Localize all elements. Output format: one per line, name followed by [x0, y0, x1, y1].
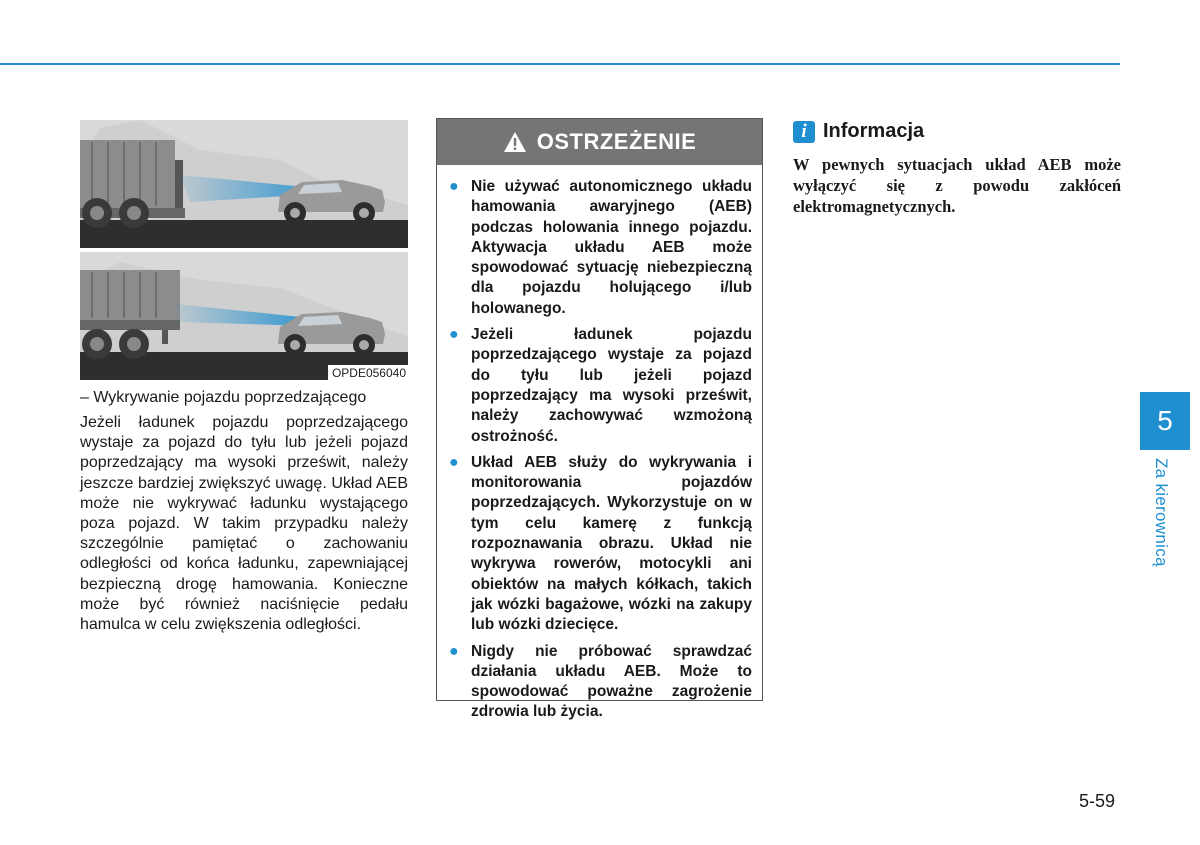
illustration-truck-high-clearance	[80, 252, 408, 380]
warning-item-text: Układ AEB służy do wykrywania i monitorowania pojazdów poprzedzających. Wykorzystuje on w tym celu kamerę z funkcją rozpoznawania obrazu. Układ nie wykrywa rowerów, motocykli ani obiektów na małych kółkach, takich jak wózki bagażowe, wózki na zakupy lub wózki dziecięce.	[471, 453, 752, 634]
figure-caption: – Wykrywanie pojazdu poprzedzającego	[80, 389, 367, 406]
warning-list	[437, 165, 762, 723]
info-icon: i	[793, 121, 815, 143]
bullet-icon: ●	[449, 453, 459, 471]
warning-item-text: Jeżeli ładunek pojazdu poprzedzającego wystaje za pojazd do tyłu lub jeżeli pojazd poprzedzający ma wysoki prześwit, należy zachowywać wzmożoną ostrożność.	[471, 326, 752, 445]
bullet-icon: ●	[449, 326, 459, 344]
bullet-icon: ●	[449, 178, 459, 195]
body-paragraph: Jeżeli ładunek pojazdu poprzedzającego wystaje za pojazd do tyłu lub jeżeli pojazd poprzedzający ma wysoki prześwit, należy jeszcze bardziej zwiększyć uwagę. Układ AEB może nie wykrywać ładunku wystającego poza pojazd. W takim przypadku należy szczególnie pamiętać o zachowaniu odległości od końca ładunku, zapewniającej bezpieczną drogę hamowania. Konieczne może być również naciśnięcie pedału hamulca w celu zwiększenia odległości.	[80, 414, 408, 634]
warning-box	[436, 118, 763, 721]
warning-title: OSTRZEŻENIE	[536, 129, 697, 154]
warning-item-text: Nie używać autonomicznego układu hamowania awaryjnego (AEB) podczas holowania innego pojazdu. Aktywacja układu AEB może spowodować sytuację niebezpieczną dla pojazdu holującego i/lub holowanego.	[471, 178, 752, 317]
chapter-tab: 5	[1140, 392, 1190, 450]
warning-header	[437, 119, 762, 165]
bullet-icon: ●	[449, 642, 459, 660]
warning-item	[447, 177, 752, 319]
page-number: 5-59	[1079, 791, 1116, 811]
warning-item	[447, 453, 752, 636]
info-heading: Informacja	[823, 120, 925, 142]
warning-item-text: Nigdy nie próbować sprawdzać działania układu AEB. Może to spowodować poważne zagrożenie zdrowia lub życia.	[471, 642, 752, 721]
warning-triangle-icon	[503, 131, 527, 153]
chapter-label: Za kierownicą	[1152, 458, 1171, 567]
figure-code: OPDE056040	[328, 365, 408, 380]
info-title	[793, 120, 924, 143]
warning-item	[447, 325, 752, 447]
warning-item	[447, 642, 752, 723]
top-rule	[0, 63, 1120, 65]
info-body: W pewnych sytuacjach układ AEB może wyłączyć się z powodu zakłóceń elektromagnetycznych.	[793, 155, 1121, 216]
illustration-truck-cargo-high	[80, 120, 408, 248]
